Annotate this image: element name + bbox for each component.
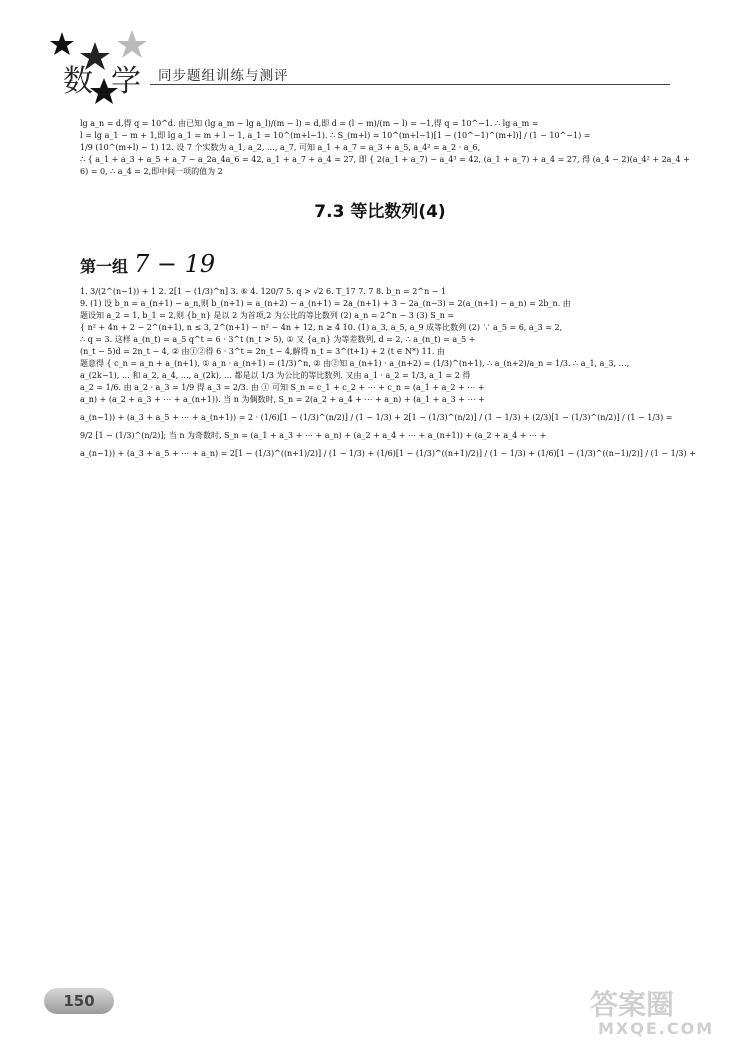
formula-line: a_(n−1)) + (a_3 + a_5 + ⋯ + a_n) = 2[1 − (1/3)^((n+1)/2)] / (1 − 1/3) + (1/6)[1 − (1/3)^((n+1)/2)] / (1 − 1/3) + (1/6)[1 − (1/3)^((n−1)/2)] / (1 − 1/3) +: [80, 448, 696, 458]
text-line: 1/9 (10^(m+l) − 1) 12. 设 7 个实数为 a_1, a_2, …, a_7, 可知 a_1 + a_7 = a_3 + a_5, a_4² = a_2 · a_6,: [80, 143, 481, 152]
text-line: 题意得 { c_n = a_n + a_(n+1), ① a_n · a_(n+1) = (1/3)^n, ② 由②知 a_(n+1) · a_(n+2) = (1/3)^(n+1), ∴ a_(n+2)/a_n = 1/3. ∴ a_1, a_3, …,: [80, 358, 630, 368]
text-line: a_n) + (a_2 + a_3 + ⋯ + a_(n+1)). 当 n 为偶数时, S_n = 2(a_2 + a_4 + ⋯ + a_n) + (a_1 + a_3 + ⋯ +: [80, 394, 485, 404]
text-line: ∴ { a_1 + a_3 + a_5 + a_7 − a_2a_4a_6 = 42, a_1 + a_7 + a_4 = 27, 即 { 2(a_1 + a_7) − a_4³ = 42, (a_1 + a_7) + a_4 = 27, 得 (a_4 − 2)(a_4² + 2a_4 +: [80, 155, 690, 164]
watermark-logo: [590, 983, 735, 1043]
watermark-url: MXQE.COM: [598, 1019, 715, 1038]
text-line: ∴ q = 3. 这样 a_(n_t) = a_5 q^t = 6 · 3^t (n_t > 5), ① 又 {a_n} 为等差数列, d = 2, ∴ a_(n_t) = a_5 +: [80, 334, 476, 344]
formula-line: a_(n−1)) + (a_3 + a_5 + ⋯ + a_(n+1)) = 2 · (1/6)[1 − (1/3)^(n/2)] / (1 − 1/3) + 2[1 − (1/3)^(n/2)] / (1 − 1/3) + (2/3)[1 − (1/3)^(n/2)] / (1 − 1/3) =: [80, 412, 673, 422]
handwritten-note: 7 − 19: [134, 249, 216, 278]
book-title: 同步题组训练与测评: [158, 68, 289, 84]
text-line: l = lg a_1 − m + 1,即 lg a_1 = m + l − 1, a_1 = 10^(m+l−1). ∴ S_(m+l) = 10^(m+l−1)[1 − (10^−1)^(m+l)] / (1 − 10^−1) =: [80, 131, 591, 140]
text-line: 6) = 0, ∴ a_4 = 2,即中间一项的值为 2: [80, 167, 223, 176]
group-label: 第一组: [80, 256, 129, 276]
text-line: a_2 = 1/6. 由 a_2 · a_3 = 1/9 得 a_3 = 2/3. 由 ① 可知 S_n = c_1 + c_2 + ⋯ + c_n = (a_1 + a_2 + ⋯ +: [80, 382, 485, 392]
text-line: 题设知 a_2 = 1, b_1 = 2,则 {b_n} 是以 2 为首项,2 为公比的等比数列 (2) a_n = 2^n − 3 (3) S_n =: [80, 310, 455, 320]
text-line: 9/2 [1 − (1/3)^(n/2)]; 当 n 为奇数时, S_n = (a_1 + a_3 + ⋯ + a_n) + (a_2 + a_4 + ⋯ + a_(n+1)) + (a_2 + a_4 + ⋯ +: [80, 430, 547, 440]
text-line: (n_t − 5)d = 2n_t − 4, ② 由①②得 6 · 3^t = 2n_t − 4,解得 n_t = 3^(t+1) + 2 (t ∈ N*) 11. 由: [80, 346, 445, 356]
header-rule: [150, 84, 670, 85]
page-header: [0, 0, 750, 110]
page-number: 150: [44, 988, 114, 1014]
text-line: lg a_n = d,得 q = 10^d. 由已知 (lg a_m − lg a_l)/(m − l) = d,即 d = (l − m)/(m − l) = −1,得 q = 10^−1. ∴ lg a_m =: [80, 119, 539, 128]
text-line: { n² + 4n + 2 − 2^(n+1), n ≤ 3, 2^(n+1) − n² − 4n + 12, n ≥ 4 10. (1) a_3, a_5, a_9 成等比数列 (2) ∵ a_5 = 6, a_3 = 2,: [80, 322, 563, 332]
section-title: 7.3 等比数列(4): [314, 202, 446, 222]
page-content: [80, 118, 696, 466]
text-line: 9. (1) 设 b_n = a_(n+1) − a_n,则 b_(n+1) = a_(n+2) − a_(n+1) = 2a_(n+1) + 3 − 2a_(n−3) = 2(a_(n+1) − a_n) = 2b_n. 由: [80, 298, 571, 308]
group-heading: [80, 246, 680, 282]
watermark-text: 答案圈: [590, 988, 675, 1021]
text-line: 1. 3/(2^(n−1)) + 1 2. 2[1 − (1/3)^n] 3. ⑥ 4. 120/7 5. q > √2 6. T_17 7. 7 8. b_n = 2^n − 1: [80, 286, 447, 296]
subject-label: 数学: [63, 64, 159, 99]
text-line: a_(2k−1), … 和 a_2, a_4, …, a_(2k), … 都是以 1/3 为公比的等比数列. 又由 a_1 · a_2 = 1/3, a_1 = 2 得: [80, 370, 471, 380]
